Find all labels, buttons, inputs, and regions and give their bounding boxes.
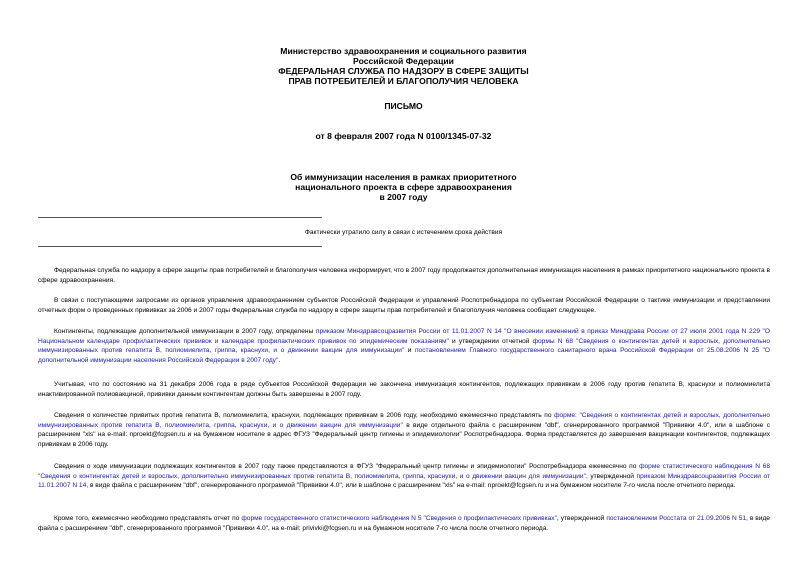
paragraph-3: Контингенты, подлежащие дополнительной иммунизации в 2007 году, определены приказом Минздравсоцразвития России от 11.01.2007 N 14 "О внесении изменений в приказ Минздрава России от 27 июля 2001 года N 229 "О Национальном календаре профилактических прививок и календаре профилактических прививок по эпидемическим показаниям" и утверждении отчетной формы N 68 "Сведения о контингентах детей и взрослых, дополнительно иммунизированных против гепатита B, полиомиелита, гриппа, краснухи, и о движении вакцин для иммунизации" и постановлением Главного государственного санитарного врача Российской Федерации от 25.08.2006 N 25 "О дополнительной иммунизации населения Российской Федерации в 2007 году". <box>38 328 770 364</box>
link-resolution-25[interactable]: постановлением Главного государственного санитарного врача Российской Федерации от 25.08.2006 N 25 "О дополнительной иммунизации населения Российской Федерации в 2007 году" <box>38 347 770 364</box>
authority-line-1: Министерство здравоохранения и социального развития <box>280 46 527 56</box>
paragraph-6: Сведения о ходе иммунизации подлежащих контингентов в 2007 году также представляются в ФГУЗ "Федеральный центр гигиены и эпидемиологии" Роспотребнадзора ежемесячно по форме статистического наблюдения N 68 "Сведения о контингентах детей и взрослых, дополнительно иммунизированных против гепатита B, полиомиелита, гриппа, краснухи, и о движении вакцин для иммунизации", утвержденной приказом Минздравсоцразвития России от 11.01.2007 N 14, в виде файла с расширением "dbf", сгенерированного программой "Прививки 4.0", или в шаблоне с расширением "xls" на e-mail: nproekt@fcgsen.ru и на бумажном носителе 7-го числа после отчетного периода. <box>38 463 770 490</box>
document-title <box>0 172 807 202</box>
divider-bottom <box>38 246 322 247</box>
authority-line-3: ФЕДЕРАЛЬНАЯ СЛУЖБА ПО НАДЗОРУ В СФЕРЕ ЗАЩИТЫ <box>278 66 529 76</box>
link-rosstat-51[interactable]: постановлением Росстата от 21.09.2006 N 51 <box>606 515 747 522</box>
document-reference: от 8 февраля 2007 года N 0100/1345-07-32 <box>315 131 492 141</box>
status-note: Фактически утратило силу в связи с истечением срока действия <box>304 229 503 236</box>
document-type: ПИСЬМО <box>384 101 423 111</box>
authority-line-2: Российской Федерации <box>353 56 454 66</box>
link-order-14-short[interactable]: приказом Минздравсоцразвития России от 11.01.2007 N 14 <box>38 472 770 490</box>
title-line-1: Об иммунизации населения в рамках приоритетного <box>290 172 517 182</box>
paragraph-2: В связи с поступающими запросами из органов управления здравоохранением субъектов Российской Федерации и управлений Роспотребнадзора по субъектам Российской Федерации о тактике иммунизации и представлении отчетных форм о проведенных прививках за 2006 и 2007 годы Федеральная служба по надзору в сфере защиты прав потребителей и благополучия человека сообщает следующее. <box>38 297 770 314</box>
link-form-68[interactable]: формы N 68 "Сведения о контингентах детей и взрослых, дополнительно иммунизированных против гепатита B, полиомиелита, гриппа, краснухи, и о движении вакцин для иммунизации" <box>38 337 770 355</box>
authority-line-4: ПРАВ ПОТРЕБИТЕЛЕЙ И БЛАГОПОЛУЧИЯ ЧЕЛОВЕКА <box>288 76 519 86</box>
link-stat-form-5[interactable]: форме государственного статистического наблюдения N 5 "Сведения о профилактических прививках" <box>241 515 557 522</box>
paragraph-4: Учитывая, что по состоянию на 31 декабря 2006 года в ряде субъектов Российской Федерации не закончена иммунизация контингентов, подлежащих прививкам в 2006 году против гепатита B, краснухи и полиомиелита инактивированной полиовакциной, прививки данным контингентам должны быть завершены в 2007 году. <box>38 381 770 398</box>
link-order-14[interactable]: приказом Минздравсоцразвития России от 11.01.2007 N 14 "О внесении изменений в приказ Минздрава России от 27 июля 2001 года N 229 "О Национальном календаре профилактических прививок и календаре профилактических прививок по эпидемическим показаниям" <box>38 328 770 345</box>
divider-top <box>38 217 322 218</box>
link-form-info[interactable]: форме: "Сведения о контингентах детей и взрослых, дополнительно иммунизированных против гепатита B, полиомиелита, гриппа, краснухи, и о движении вакцин для иммунизации" <box>38 412 770 429</box>
issuing-authority <box>0 46 807 86</box>
paragraph-7: Кроме того, ежемесячно необходимо представлять отчет по форме государственного статистического наблюдения N 5 "Сведения о профилактических прививках", утвержденной постановлением Росстата от 21.09.2006 N 51, в виде файла с расширением "dbf", сгенерированного программой "Прививки 4.0", на e-mail: privivki@fcgsen.ru и на бумажном носителе 7-го числа после отчетного периода. <box>38 515 770 532</box>
paragraph-5: Сведения о количестве привитых против гепатита B, полиомиелита, краснухи, подлежащих прививкам в 2006 году, необходимо ежемесячно представлять по форме: "Сведения о контингентах детей и взрослых, дополнительно иммунизированных против гепатита B, полиомиелита, гриппа, краснухи, и о движении вакцин для иммунизации" в виде отдельного файла с расширением "dbf", сгенерированного программой "Прививки 4.0", или в шаблоне с расширением "xls" на e-mail: nproekt@fcgsen.ru и на бумажном носителе в адрес ФГУЗ "Федеральный центр гигиены и эпидемиологии" Роспотребнадзора. Форма представляется до завершения вакцинации контингентов, подлежащих прививкам в 2006 году. <box>38 412 770 448</box>
link-stat-form-68[interactable]: форме статистического наблюдения N 68 "Сведения о контингентах детей и взрослых, дополнительно иммунизированных против гепатита B, полиомиелита, гриппа, краснухи, и о движении вакцин для иммунизации" <box>38 463 770 480</box>
title-line-2: национального проекта в сфере здравоохранения <box>295 182 512 192</box>
paragraph-1: Федеральная служба по надзору в сфере защиты прав потребителей и благополучия человека информирует, что в 2007 году продолжается дополнительная иммунизация населения в рамках приоритетного национального проекта в сфере здравоохранения. <box>38 267 770 284</box>
title-line-3: в 2007 году <box>379 192 428 202</box>
